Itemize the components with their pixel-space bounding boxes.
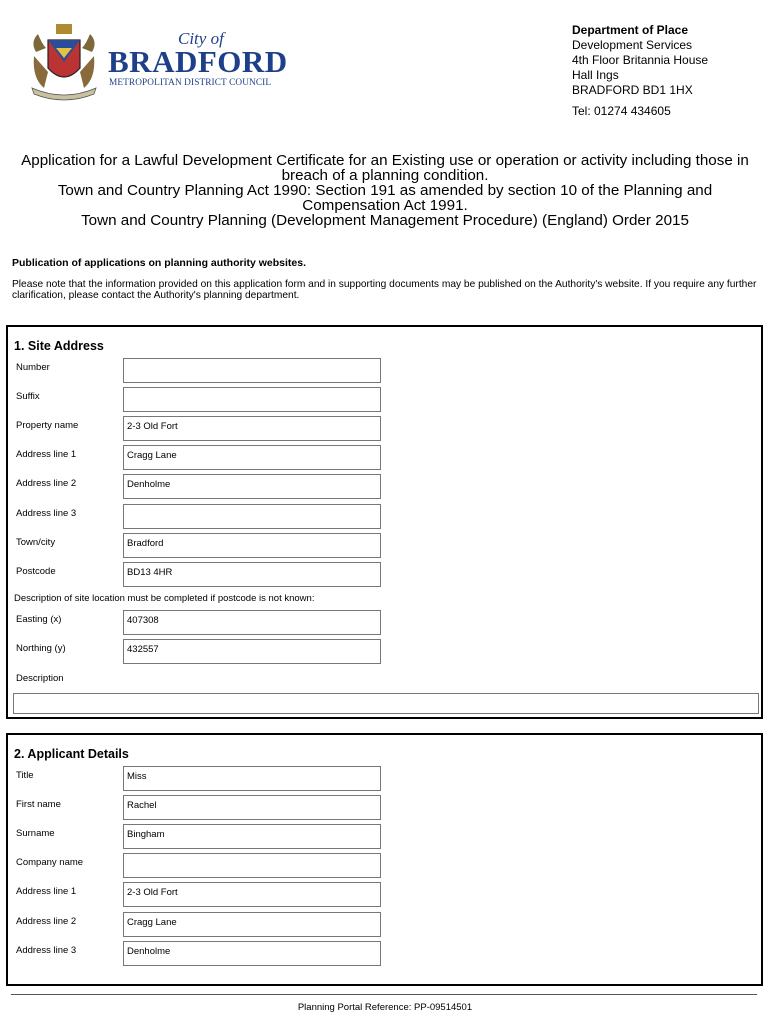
publication-text: Please note that the information provided on this application form and in supporting documents may be published on the Authority's website. If you require any further clarification, please contact the Authority's planning department. [12, 279, 757, 301]
section-heading: 1. Site Address [14, 339, 104, 353]
section-heading: 2. Applicant Details [14, 747, 129, 761]
address-line-3-field[interactable] [123, 504, 381, 529]
logo-council: METROPOLITAN DISTRICT COUNCIL [109, 78, 272, 88]
field-label: Description [16, 673, 64, 684]
field-label: Property name [16, 420, 79, 431]
footer-divider [11, 994, 757, 995]
easting-field[interactable]: 407308 [123, 610, 381, 635]
department-name: Department of Place [572, 23, 689, 37]
company-name-field[interactable] [123, 853, 381, 878]
field-label: Address line 2 [16, 916, 77, 927]
form-title [0, 153, 770, 228]
coat-of-arms-icon [28, 22, 100, 102]
property-name-field[interactable]: 2-3 Old Fort [123, 416, 381, 441]
title-line: Application for a Lawful Development Certificate for an Existing use or operation or activity including those in [21, 152, 749, 169]
field-label: Address line 1 [16, 449, 77, 460]
title-line: Town and Country Planning (Development Management Procedure) (England) Order 2015 [81, 212, 689, 229]
postcode-field[interactable]: BD13 4HR [123, 562, 381, 587]
title-field[interactable]: Miss [123, 766, 381, 791]
footer-reference: Planning Portal Reference: PP-09514501 [297, 1002, 473, 1013]
field-label: Surname [16, 828, 55, 839]
publication-heading: Publication of applications on planning authority websites. [12, 257, 307, 269]
town-city-field[interactable]: Bradford [123, 533, 381, 558]
field-label: Address line 3 [16, 508, 77, 519]
department-line: 4th Floor Britannia House [572, 53, 709, 67]
department-tel: Tel: 01274 434605 [572, 104, 671, 118]
logo-bradford: BRADFORD [108, 44, 288, 79]
title-line: Compensation Act 1991. [302, 197, 468, 214]
site-address-section [6, 325, 763, 719]
field-label: Postcode [16, 566, 56, 577]
field-label: Town/city [16, 537, 56, 548]
applicant-address-line-2-field[interactable]: Cragg Lane [123, 912, 381, 937]
first-name-field[interactable]: Rachel [123, 795, 381, 820]
field-label: First name [16, 799, 61, 810]
department-line: Development Services [572, 38, 693, 52]
field-label: Number [16, 362, 50, 373]
applicant-section [6, 733, 763, 986]
description-field[interactable] [13, 693, 759, 714]
address-line-2-field[interactable]: Denholme [123, 474, 381, 499]
suffix-field[interactable] [123, 387, 381, 412]
field-label: Northing (y) [16, 643, 66, 654]
northing-field[interactable]: 432557 [123, 639, 381, 664]
department-line: BRADFORD BD1 1HX [572, 83, 693, 97]
department-line: Hall Ings [572, 68, 619, 82]
field-label: Address line 1 [16, 886, 77, 897]
field-label: Address line 2 [16, 478, 77, 489]
department-address [572, 23, 708, 119]
address-line-1-field[interactable]: Cragg Lane [123, 445, 381, 470]
field-label: Title [16, 770, 34, 781]
logo-city-of: City of [178, 29, 224, 48]
field-label: Address line 3 [16, 945, 77, 956]
field-label: Suffix [16, 391, 40, 402]
title-line: Town and Country Planning Act 1990: Section 191 as amended by section 10 of the Planning and [57, 182, 713, 199]
surname-field[interactable]: Bingham [123, 824, 381, 849]
field-label: Company name [16, 857, 84, 868]
field-label: Easting (x) [16, 614, 62, 625]
location-note: Description of site location must be completed if postcode is not known: [14, 593, 315, 604]
number-field[interactable] [123, 358, 381, 383]
applicant-address-line-3-field[interactable]: Denholme [123, 941, 381, 966]
applicant-address-line-1-field[interactable]: 2-3 Old Fort [123, 882, 381, 907]
title-line: breach of a planning condition. [281, 167, 489, 184]
